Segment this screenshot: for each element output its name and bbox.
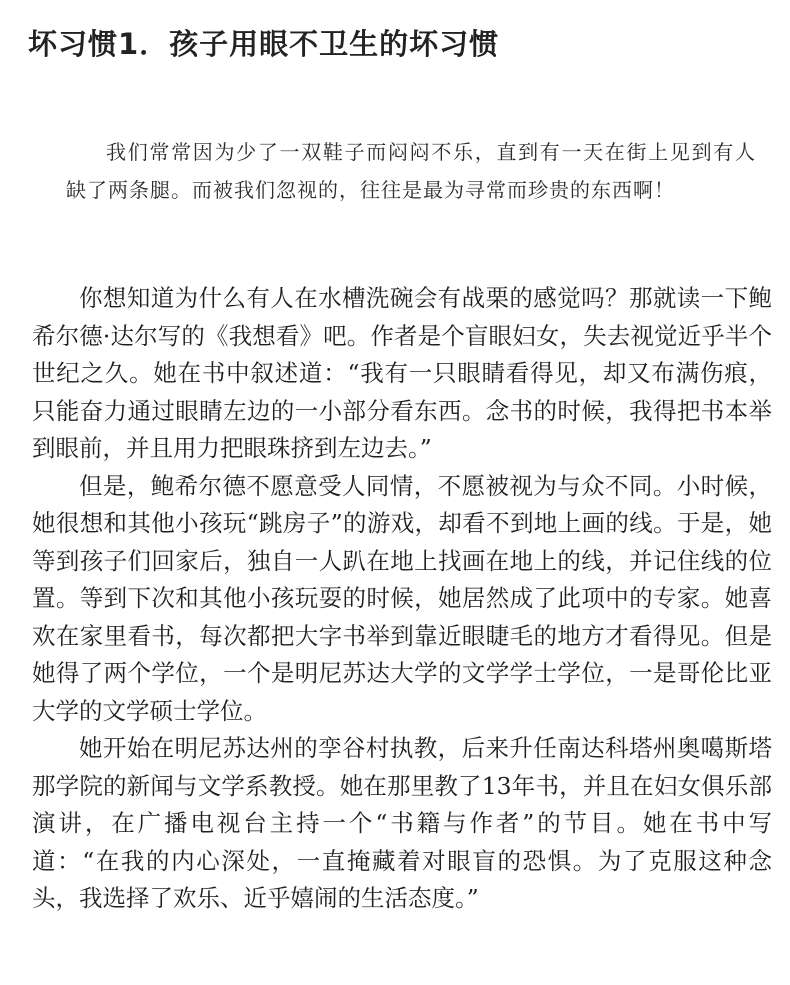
body-paragraph-1: 你想知道为什么有人在水槽洗碗会有战栗的感觉吗？那就读一下鲍希尔德·达尔写的《我想看》吧。作者是个盲眼妇女，失去视觉近乎半个世纪之久。她在书中叙述道：“我有一只眼睛看得见，却又布满伤痕，只能奋力通过眼睛左边的一小部分看东西。念书的时候，我得把书本举到眼前，并且用力把眼珠挤到左边去。” [32,284,772,462]
epigraph-quote: 我们常常因为少了一双鞋子而闷闷不乐，直到有一天在街上见到有人缺了两条腿。而被我们忽视的，往往是最为寻常而珍贵的东西啊！ [66,140,756,202]
body-paragraph-2: 但是，鲍希尔德不愿意受人同情，不愿被视为与众不同。小时候，她很想和其他小孩玩“跳房子”的游戏，却看不到地上画的线。于是，她等到孩子们回家后，独自一人趴在地上找画在地上的线，并记住线的位置。等到下次和其他小孩玩耍的时候，她居然成了此项中的专家。她喜欢在家里看书，每次都把大字书举到靠近眼睫毛的地方才看得见。但是她得了两个学位，一个是明尼苏达大学的文学学士学位，一是哥伦比亚大学的文学硕士学位。 [32,471,772,725]
article-body [32,280,772,918]
body-paragraph-3: 她开始在明尼苏达州的孪谷村执教，后来升任南达科塔州奥噶斯塔那学院的新闻与文学系教授。她在那里教了13年书，并且在妇女俱乐部演讲，在广播电视台主持一个“书籍与作者”的节目。她在书中写道：“在我的内心深处，一直掩藏着对眼盲的恐惧。为了克服这种念头，我选择了欢乐、近乎嬉闹的生活态度。” [32,734,772,912]
chapter-title: 坏习惯1．孩子用眼不卫生的坏习惯 [28,27,500,61]
